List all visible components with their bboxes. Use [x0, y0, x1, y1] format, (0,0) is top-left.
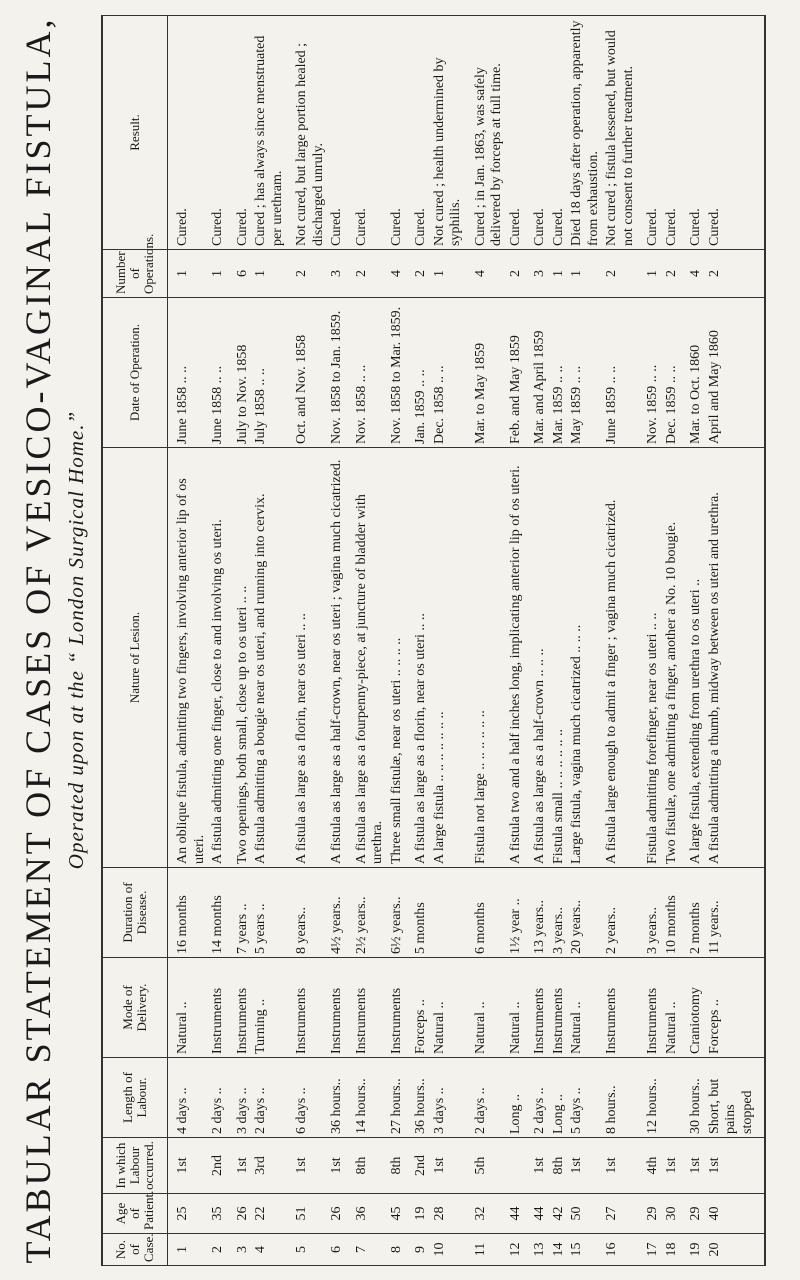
cell-operations: 1 [209, 250, 228, 298]
cell-operations: 6 [228, 250, 253, 298]
cell-labour: 1st [706, 1138, 766, 1194]
table-row [603, 16, 638, 1266]
cell-duration: 2 months [681, 868, 706, 958]
cell-case-no: 8 [388, 1234, 407, 1266]
table-row [209, 16, 228, 1266]
cell-labour: 1st [328, 1138, 347, 1194]
cell-operations: 1 [550, 250, 569, 298]
cell-nature: A fistula as large as a florin, near os uteri .. .. [406, 448, 431, 868]
cell-mode: Instruments [287, 958, 328, 1058]
cell-result: Cured. [507, 16, 526, 250]
cell-age: 40 [706, 1194, 766, 1234]
header-no: No. of Case. [102, 1234, 168, 1266]
cell-length: 2 days .. [252, 1058, 287, 1138]
cell-duration: 5 years .. [252, 868, 287, 958]
cell-mode: Instruments [228, 958, 253, 1058]
header-ops: Number of Operations. [102, 250, 168, 298]
cell-result: Cured ; in Jan. 1863, was safely delivered by forceps at full time. [466, 16, 507, 250]
cell-nature: Fistula not large .. .. .. .. .. .. [466, 448, 507, 868]
cell-age: 27 [603, 1194, 638, 1234]
cell-duration: 6 months [466, 868, 507, 958]
header-length: Length of Labour. [102, 1058, 168, 1138]
cell-length: 6 days .. [287, 1058, 328, 1138]
cell-case-no: 17 [638, 1234, 663, 1266]
cell-duration: 7 years .. [228, 868, 253, 958]
cell-nature: Two openings, both small, close up to os uteri .. .. [228, 448, 253, 868]
cell-result: Cured. [228, 16, 253, 250]
table-body [168, 16, 766, 1266]
cell-age: 44 [507, 1194, 526, 1234]
cell-age: 28 [431, 1194, 466, 1234]
cell-date: Mar. to May 1859 [466, 298, 507, 448]
cell-mode: Instruments [525, 958, 550, 1058]
cell-operations: 2 [406, 250, 431, 298]
cell-mode: Instruments [603, 958, 638, 1058]
cell-operations: 2 [347, 250, 388, 298]
table-row [388, 16, 407, 1266]
cell-operations: 3 [525, 250, 550, 298]
cell-nature: A fistula as large as a florin, near os uteri .. .. [287, 448, 328, 868]
header-mode: Mode of Delivery. [102, 958, 168, 1058]
cell-result: Cured. [663, 16, 682, 250]
cell-labour: 2nd [406, 1138, 431, 1194]
cell-date: July 1858 .. .. [252, 298, 287, 448]
cell-mode: Instruments [550, 958, 569, 1058]
cell-date: Dec. 1858 .. .. [431, 298, 466, 448]
cell-case-no: 3 [228, 1234, 253, 1266]
cell-nature: Large fistula, vagina much cicatrized .. .. .. [568, 448, 603, 868]
cell-nature: An oblique fistula, admitting two fingers, involving anterior lip of os uteri. [168, 448, 210, 868]
cell-duration: 3 years.. [550, 868, 569, 958]
cell-operations: 4 [681, 250, 706, 298]
cell-age: 51 [287, 1194, 328, 1234]
table-row [347, 16, 388, 1266]
cell-date: Jan. 1859 .. .. [406, 298, 431, 448]
cell-duration: 20 years.. [568, 868, 603, 958]
cell-case-no: 13 [525, 1234, 550, 1266]
cell-date: Mar. and April 1859 [525, 298, 550, 448]
cell-operations: 3 [328, 250, 347, 298]
cell-case-no: 14 [550, 1234, 569, 1266]
cell-mode: Forceps .. [706, 958, 766, 1058]
cell-length: 5 days .. [568, 1058, 603, 1138]
cell-result: Cured ; has always since menstruated per urethram. [252, 16, 287, 250]
cell-duration: 10 months [663, 868, 682, 958]
cell-operations: 1 [638, 250, 663, 298]
table-row [168, 16, 210, 1266]
cell-duration: 2½ years.. [347, 868, 388, 958]
cell-nature: A fistula admitting one finger, close to and involving os uteri. [209, 448, 228, 868]
cell-mode: Natural .. [168, 958, 210, 1058]
cell-case-no: 19 [681, 1234, 706, 1266]
cell-mode: Instruments [209, 958, 228, 1058]
document-subtitle: Operated upon at the “ London Surgical Home.” [64, 410, 88, 870]
cell-result: Cured. [388, 16, 407, 250]
cell-case-no: 1 [168, 1234, 210, 1266]
cell-case-no: 11 [466, 1234, 507, 1266]
cell-operations: 2 [603, 250, 638, 298]
cases-table [101, 15, 766, 1266]
cell-result: Cured. [168, 16, 210, 250]
cell-length: 4 days .. [168, 1058, 210, 1138]
cell-length: 36 hours.. [406, 1058, 431, 1138]
table-row [706, 16, 766, 1266]
cell-date: Mar. 1859 .. .. [550, 298, 569, 448]
cell-case-no: 2 [209, 1234, 228, 1266]
cell-age: 19 [406, 1194, 431, 1234]
cell-operations: 1 [252, 250, 287, 298]
cell-case-no: 15 [568, 1234, 603, 1266]
document-title: TABULAR STATEMENT OF CASES OF VESICO-VAGINAL FISTULA, [18, 16, 58, 1264]
cell-date: Oct. and Nov. 1858 [287, 298, 328, 448]
table-row [550, 16, 569, 1266]
cell-mode: Natural .. [507, 958, 526, 1058]
cell-length: 8 hours.. [603, 1058, 638, 1138]
cell-age: 36 [347, 1194, 388, 1234]
cell-date: May 1859 .. .. [568, 298, 603, 448]
cell-length: Long .. [507, 1058, 526, 1138]
cell-length: 2 days .. [209, 1058, 228, 1138]
cell-labour: 1st [681, 1138, 706, 1194]
cell-labour [507, 1138, 526, 1194]
cell-date: Feb. and May 1859 [507, 298, 526, 448]
cell-age: 25 [168, 1194, 210, 1234]
cell-result: Cured. [209, 16, 228, 250]
cell-case-no: 9 [406, 1234, 431, 1266]
cell-result: Cured. [328, 16, 347, 250]
cell-age: 26 [328, 1194, 347, 1234]
cell-duration: 16 months [168, 868, 210, 958]
cell-nature: A fistula as large as a fourpenny-piece, at juncture of bladder with urethra. [347, 448, 388, 868]
table-row [466, 16, 507, 1266]
cell-duration: 3 years.. [638, 868, 663, 958]
cell-date: June 1859 .. .. [603, 298, 638, 448]
table-row [568, 16, 603, 1266]
cell-result: Cured. [347, 16, 388, 250]
cell-result: Cured. [681, 16, 706, 250]
cell-case-no: 12 [507, 1234, 526, 1266]
cell-length: 2 days .. [466, 1058, 507, 1138]
cell-age: 29 [638, 1194, 663, 1234]
cell-length: 30 hours.. [681, 1058, 706, 1138]
cell-nature: Fistula admitting forefinger, near os uteri .. .. [638, 448, 663, 868]
cell-age: 22 [252, 1194, 287, 1234]
cell-result: Not cured ; health undermined by syphilis. [431, 16, 466, 250]
cell-mode: Instruments [638, 958, 663, 1058]
cell-case-no: 7 [347, 1234, 388, 1266]
cell-nature: A fistula as large as a half-crown, near os uteri ; vagina much cicatrized. [328, 448, 347, 868]
table-row [507, 16, 526, 1266]
cell-case-no: 18 [663, 1234, 682, 1266]
cell-age: 50 [568, 1194, 603, 1234]
cell-mode: Craniotomy [681, 958, 706, 1058]
cell-nature: Two fistulæ, one admitting a finger, another a No. 10 bougie. [663, 448, 682, 868]
cell-length: Short, but pains stopped [706, 1058, 766, 1138]
cell-nature: A fistula admitting a thumb, midway between os uteri and urethra. [706, 448, 766, 868]
cell-nature: A fistula as large as a half-crown .. .. .. [525, 448, 550, 868]
cell-mode: Natural .. [466, 958, 507, 1058]
cell-operations: 1 [168, 250, 210, 298]
cell-length: 14 hours.. [347, 1058, 388, 1138]
cell-mode: Instruments [347, 958, 388, 1058]
cell-result: Not cured, but large portion healed ; discharged unruly. [287, 16, 328, 250]
cell-length: 2 days .. [525, 1058, 550, 1138]
cell-age: 29 [681, 1194, 706, 1234]
cell-result: Cured. [525, 16, 550, 250]
cell-age: 42 [550, 1194, 569, 1234]
cell-labour: 1st [168, 1138, 210, 1194]
cell-date: Nov. 1859 .. .. [638, 298, 663, 448]
cell-labour: 4th [638, 1138, 663, 1194]
cell-case-no: 4 [252, 1234, 287, 1266]
cell-mode: Forceps .. [406, 958, 431, 1058]
cell-date: July to Nov. 1858 [228, 298, 253, 448]
cell-case-no: 20 [706, 1234, 766, 1266]
cell-length: 3 days .. [228, 1058, 253, 1138]
cell-labour: 8th [388, 1138, 407, 1194]
table-row [638, 16, 663, 1266]
cell-nature: A fistula large enough to admit a finger ; vagina much cicatrized. [603, 448, 638, 868]
cell-duration: 14 months [209, 868, 228, 958]
cell-nature: Fistula small .. .. .. .. .. .. [550, 448, 569, 868]
cell-mode: Instruments [328, 958, 347, 1058]
header-labour: In which Labour occurred. [102, 1138, 168, 1194]
table-header [102, 16, 168, 1266]
cell-operations: 1 [431, 250, 466, 298]
cell-nature: Three small fistulæ, near os uteri .. .. .. .. [388, 448, 407, 868]
cell-length: 12 hours.. [638, 1058, 663, 1138]
cell-duration: 11 years.. [706, 868, 766, 958]
cell-date: June 1858 .. .. [168, 298, 210, 448]
cell-labour: 3rd [252, 1138, 287, 1194]
table-row [328, 16, 347, 1266]
table-row [681, 16, 706, 1266]
cell-duration: 4½ years.. [328, 868, 347, 958]
cell-result: Died 18 days after operation, apparently from exhaustion. [568, 16, 603, 250]
cell-operations: 4 [466, 250, 507, 298]
header-duration: Duration of Disease. [102, 868, 168, 958]
cell-mode: Natural .. [568, 958, 603, 1058]
cell-operations: 2 [287, 250, 328, 298]
cell-date: April and May 1860 [706, 298, 766, 448]
cell-case-no: 5 [287, 1234, 328, 1266]
cell-case-no: 16 [603, 1234, 638, 1266]
table-row [525, 16, 550, 1266]
cell-duration: 1½ year .. [507, 868, 526, 958]
cell-length [663, 1058, 682, 1138]
cell-mode: Natural .. [431, 958, 466, 1058]
cell-length: Long .. [550, 1058, 569, 1138]
cell-labour: 1st [663, 1138, 682, 1194]
cell-date: June 1858 .. .. [209, 298, 228, 448]
header-date: Date of Operation. [102, 298, 168, 448]
cell-nature: A large fistula .. .. .. .. .. .. .. [431, 448, 466, 868]
table-row [431, 16, 466, 1266]
cell-duration: 5 months [406, 868, 431, 958]
cell-labour: 1st [287, 1138, 328, 1194]
cell-operations: 2 [663, 250, 682, 298]
cell-labour: 1st [431, 1138, 466, 1194]
cell-case-no: 10 [431, 1234, 466, 1266]
table-row [287, 16, 328, 1266]
cell-length: 36 hours.. [328, 1058, 347, 1138]
cell-operations: 2 [507, 250, 526, 298]
cell-date: Nov. 1858 .. .. [347, 298, 388, 448]
cell-result: Cured. [406, 16, 431, 250]
cell-labour: 8th [347, 1138, 388, 1194]
cell-labour: 1st [603, 1138, 638, 1194]
cell-labour: 8th [550, 1138, 569, 1194]
cell-duration: 13 years.. [525, 868, 550, 958]
header-age: Age of Patient. [102, 1194, 168, 1234]
cell-date: Dec. 1859 .. .. [663, 298, 682, 448]
cell-date: Nov. 1858 to Jan. 1859. [328, 298, 347, 448]
cell-operations: 4 [388, 250, 407, 298]
cell-result: Cured. [706, 16, 766, 250]
table-row [406, 16, 431, 1266]
cell-labour: 1st [568, 1138, 603, 1194]
cell-nature: A fistula two and a half inches long, implicating anterior lip of os uteri. [507, 448, 526, 868]
cell-labour: 1st [228, 1138, 253, 1194]
cell-nature: A fistula admitting a bougie near os uteri, and running into cervix. [252, 448, 287, 868]
cell-result: Cured. [550, 16, 569, 250]
header-nature: Nature of Lesion. [102, 448, 168, 868]
cell-duration: 2 years.. [603, 868, 638, 958]
header-result: Result. [102, 16, 168, 250]
cell-labour: 2nd [209, 1138, 228, 1194]
cell-result: Not cured ; fistula lessened, but would not consent to further treatment. [603, 16, 638, 250]
cell-age: 45 [388, 1194, 407, 1234]
table-row [663, 16, 682, 1266]
cell-age: 30 [663, 1194, 682, 1234]
cell-age: 26 [228, 1194, 253, 1234]
table-row [228, 16, 253, 1266]
cell-case-no: 6 [328, 1234, 347, 1266]
cell-length: 27 hours.. [388, 1058, 407, 1138]
cell-duration: 6½ years.. [388, 868, 407, 958]
cell-date: Nov. 1858 to Mar. 1859. [388, 298, 407, 448]
cell-length: 3 days .. [431, 1058, 466, 1138]
cell-mode: Instruments [388, 958, 407, 1058]
cell-operations: 1 [568, 250, 603, 298]
cell-mode: Natural .. [663, 958, 682, 1058]
cell-date: Mar. to Oct. 1860 [681, 298, 706, 448]
cell-operations: 2 [706, 250, 766, 298]
cell-age: 32 [466, 1194, 507, 1234]
cell-nature: A large fistula, extending from urethra to os uteri .. [681, 448, 706, 868]
cell-age: 35 [209, 1194, 228, 1234]
cell-labour: 5th [466, 1138, 507, 1194]
cell-mode: Turning .. [252, 958, 287, 1058]
cell-result: Cured. [638, 16, 663, 250]
cell-duration: 8 years.. [287, 868, 328, 958]
table-row [252, 16, 287, 1266]
cell-labour: 1st [525, 1138, 550, 1194]
cell-duration [431, 868, 466, 958]
cell-age: 44 [525, 1194, 550, 1234]
